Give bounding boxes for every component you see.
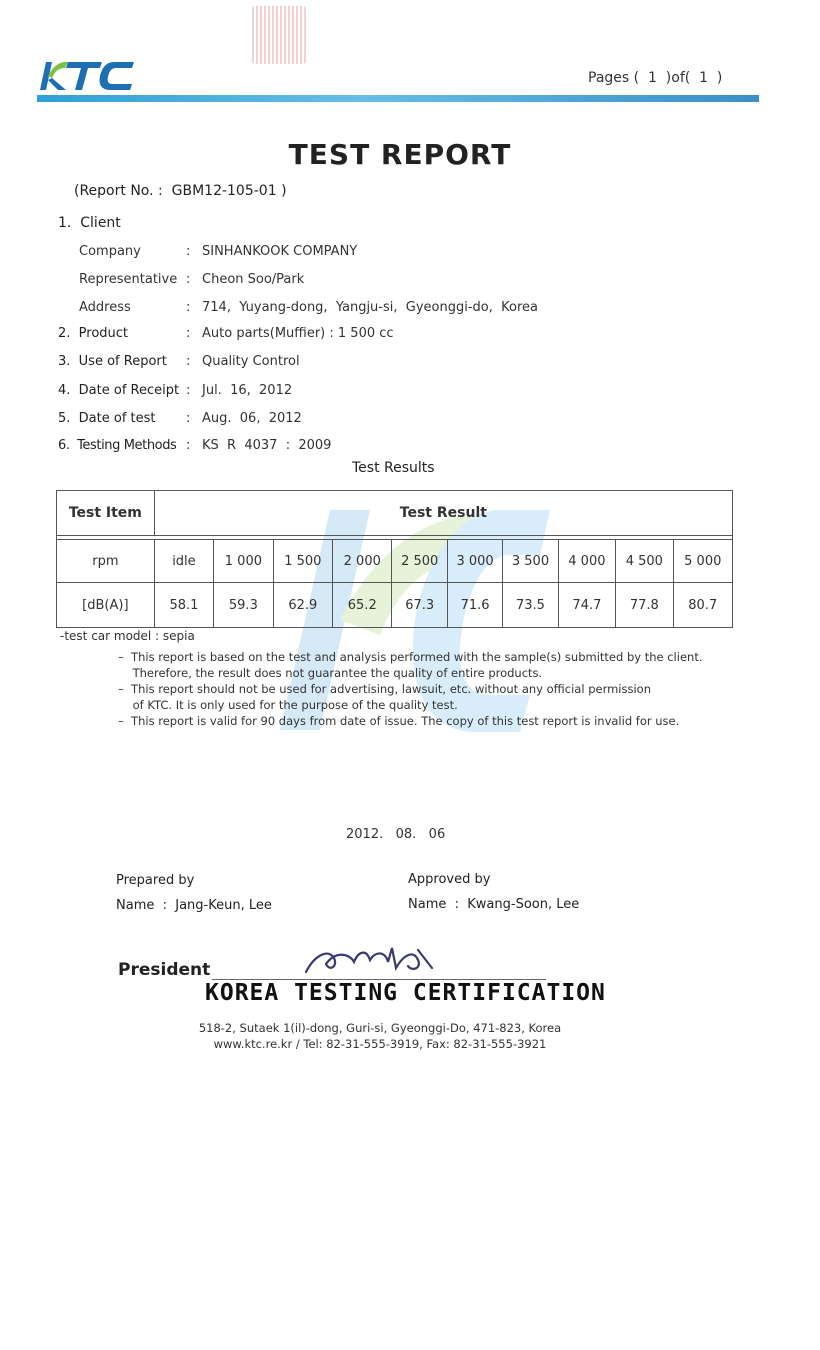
colon: : xyxy=(186,411,191,426)
section-client: 1. Client xyxy=(58,215,121,231)
table-cell: 65.2 xyxy=(333,583,392,628)
db-label: [dB(A)] xyxy=(57,583,155,628)
table-cell: 2 500 xyxy=(392,540,447,583)
approved-by-name: Name : Kwang-Soon, Lee xyxy=(408,897,580,912)
note-line: of KTC. It is only used for the purpose of the quality test. xyxy=(118,698,458,712)
approved-by-label: Approved by xyxy=(408,872,491,887)
use-value: Quality Control xyxy=(202,354,300,369)
table-cell: 4 000 xyxy=(558,540,615,583)
table-row-rpm xyxy=(57,540,733,583)
date-test-value: Aug. 06, 2012 xyxy=(202,411,302,426)
prepared-by-name: Name : Jang-Keun, Lee xyxy=(116,898,272,913)
seal-stamp xyxy=(252,6,306,64)
table-cell: 58.1 xyxy=(154,583,213,628)
colon: : xyxy=(186,244,191,259)
section-testing-methods: 6. Testing Methods xyxy=(58,438,177,453)
table-cell: 74.7 xyxy=(558,583,615,628)
table-cell: 59.3 xyxy=(214,583,273,628)
note-line: – This report is valid for 90 days from date of issue. The copy of this test report is invalid for use. xyxy=(118,714,680,728)
product-value: Auto parts(Muffier) : 1 500 cc xyxy=(202,326,394,341)
section-use-of-report: 3. Use of Report xyxy=(58,354,167,369)
company-value: SINHANKOOK COMPANY xyxy=(202,244,358,259)
representative-label: Representative xyxy=(79,272,178,287)
rpm-label: rpm xyxy=(57,540,155,583)
test-car-model: -test car model : sepia xyxy=(60,629,195,643)
colon: : xyxy=(186,326,191,341)
table-cell: 1 000 xyxy=(214,540,273,583)
methods-value: KS R 4037 : 2009 xyxy=(202,438,332,453)
table-cell: 62.9 xyxy=(273,583,332,628)
table-cell: 1 500 xyxy=(273,540,332,583)
note-line: – This report should not be used for advertising, lawsuit, etc. without any official permission xyxy=(118,682,652,696)
section-date-of-test: 5. Date of test xyxy=(58,411,156,426)
results-caption: Test Results xyxy=(352,460,435,476)
table-cell: 4 500 xyxy=(616,540,673,583)
organization-name: KOREA TESTING CERTIFICATION xyxy=(205,980,606,1006)
colon: : xyxy=(186,354,191,369)
receipt-value: Jul. 16, 2012 xyxy=(202,383,293,398)
president-signature xyxy=(300,938,440,980)
table-cell: idle xyxy=(154,540,213,583)
company-label: Company xyxy=(79,244,141,259)
page-count: Pages ( 1 )of( 1 ) xyxy=(588,70,723,86)
test-item-header: Test Item xyxy=(57,491,155,536)
table-cell: 77.8 xyxy=(616,583,673,628)
table-cell: 67.3 xyxy=(392,583,447,628)
table-cell: 73.5 xyxy=(503,583,558,628)
contact-line: www.ktc.re.kr / Tel: 82-31-555-3919, Fax: 82-31-555-3921 xyxy=(213,1037,547,1051)
address-value: 714, Yuyang-dong, Yangju-si, Gyeonggi-do, Korea xyxy=(202,300,538,315)
results-table xyxy=(56,490,733,628)
issue-date: 2012. 08. 06 xyxy=(346,827,446,842)
table-header-row xyxy=(57,491,733,536)
president-label: President xyxy=(118,960,211,980)
table-cell: 3 000 xyxy=(447,540,502,583)
table-cell: 5 000 xyxy=(673,540,732,583)
section-date-of-receipt: 4. Date of Receipt xyxy=(58,383,180,398)
address-label: Address xyxy=(79,300,131,315)
representative-value: Cheon Soo/Park xyxy=(202,272,305,287)
colon: : xyxy=(186,272,191,287)
address-line: 518-2, Sutaek 1(il)-dong, Guri-si, Gyeonggi-Do, 471-823, Korea xyxy=(198,1021,562,1035)
table-cell: 80.7 xyxy=(673,583,732,628)
note-line: – This report is based on the test and analysis performed with the sample(s) submitted by the client. xyxy=(118,650,703,664)
table-cell: 3 500 xyxy=(503,540,558,583)
header-rule xyxy=(37,95,759,102)
section-product: 2. Product xyxy=(58,326,129,341)
colon: : xyxy=(186,300,191,315)
test-result-header: Test Result xyxy=(154,491,732,536)
table-cell: 2 000 xyxy=(333,540,392,583)
table-row-db xyxy=(57,583,733,628)
table-cell: 71.6 xyxy=(447,583,502,628)
kctc-logo xyxy=(38,56,153,96)
report-title: TEST REPORT xyxy=(288,138,512,171)
colon: : xyxy=(186,438,191,453)
note-line: Therefore, the result does not guarantee the quality of entire products. xyxy=(118,666,543,680)
prepared-by-label: Prepared by xyxy=(116,873,195,888)
colon: : xyxy=(186,383,191,398)
report-number: (Report No. : GBM12-105-01 ) xyxy=(74,183,287,199)
